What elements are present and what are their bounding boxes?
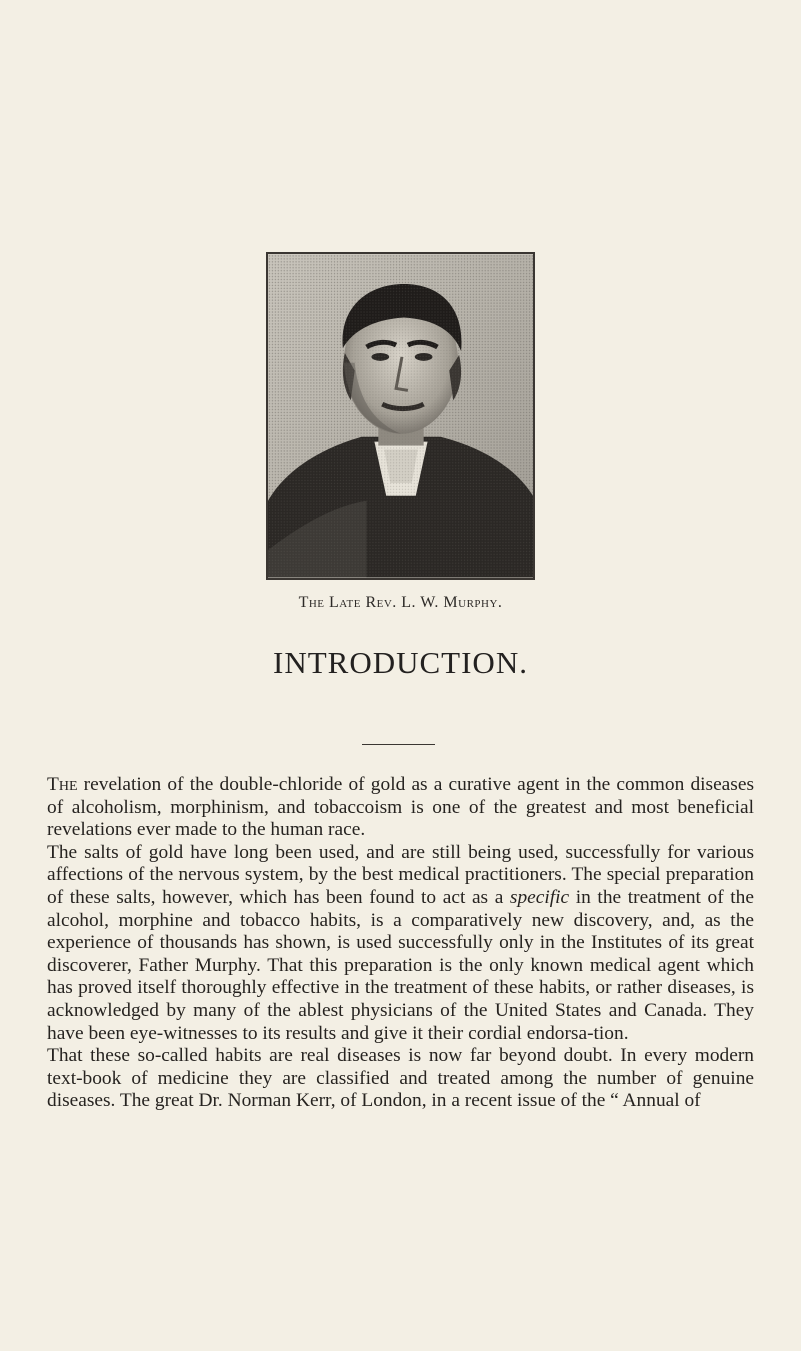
paragraph-2 [47,842,754,1045]
portrait-caption: The Late Rev. L. W. Murphy. [298,594,503,611]
paragraph-1 [47,774,754,842]
page-title: INTRODUCTION. [273,645,528,680]
paragraph-2-emphasis: specific [509,886,570,908]
paragraph-3: That these so-called habits are real diseases is now far beyond doubt. In every modern text-book of medicine they are classified and treated among the number of genuine diseases. The great Dr. Norman Kerr, of London, in a recent issue of the “ Annual of [47,1045,754,1112]
portrait-illustration [268,254,533,578]
portrait-photo [266,252,535,580]
paragraph-2-end: in the treatment of the alcohol, morphine and tobacco habits, is a comparatively new discovery, and, as the experience of thousands has shown, is used successfully only in the Institutes of its great discoverer, Father Murphy. That this preparation is the only known medical agent which has proved itself thoroughly effective in the treatment of these habits, or rather diseases, is acknowledged by many of the ablest physicians of the United States and Canada. They have been eye-witnesses to its results and give it their cordial endorsa-tion. [47,886,754,1044]
title-divider [362,744,435,745]
paragraph-1-text: revelation of the double-chloride of gold as a curative agent in the common diseases of alcoholism, morphinism, and tobaccoism is one of the greatest and most beneficial revelations ever made to the human race. [47,774,754,841]
paragraph-2-start: The salts of gold have long been used, and are still being used, successfully for various affections of the nervous system, by the best medical practitioners. The special preparation of these salts, however, which has been found to act as a [47,841,754,908]
body-text [47,774,754,1113]
paragraph-1-lead: The [47,774,78,795]
